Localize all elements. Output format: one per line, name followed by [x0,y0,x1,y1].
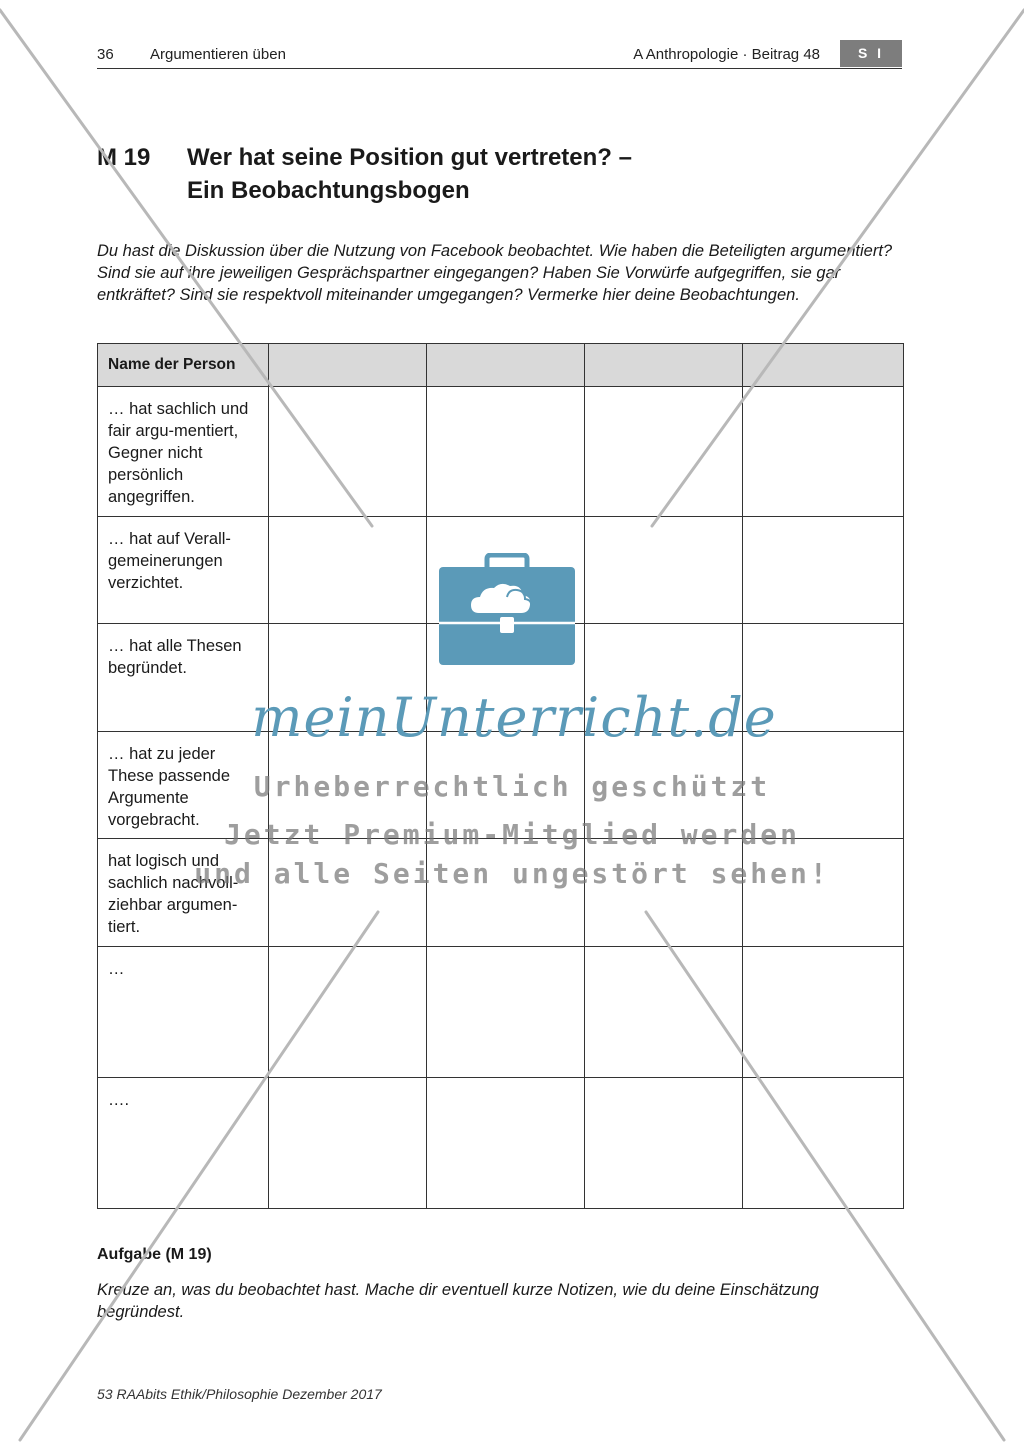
page-header [97,40,902,69]
watermark-copyright: Urheberrechtlich geschützt [253,770,771,803]
page-number: 36 [97,46,114,63]
criterion-cell: … hat alle Thesen begründet. [98,624,269,732]
criterion-cell: …. [98,1078,269,1209]
observation-cell[interactable] [269,387,427,517]
criterion-cell: … [98,947,269,1078]
observation-cell[interactable] [585,839,743,947]
observation-cell[interactable] [585,947,743,1078]
briefcase-icon [437,553,577,667]
name-header-cell: Name der Person [98,344,269,387]
criterion-cell: … hat auf Verall-gemeinerungen verzichtet. [98,517,269,624]
observation-cell[interactable] [585,387,743,517]
material-number: M 19 [97,144,151,171]
level-badge: S I [840,40,902,67]
task-title: Aufgabe (M 19) [97,1246,212,1263]
observation-cell[interactable] [585,1078,743,1209]
person-name-cell[interactable] [269,344,427,387]
table-header-row [98,344,904,387]
person-name-cell[interactable] [585,344,743,387]
title-line-1: Wer hat seine Position gut vertreten? – [187,144,632,171]
watermark-premium-2: und alle Seiten ungestört sehen! [194,857,830,890]
watermark-premium: Jetzt Premium-Mitglied werden [224,818,800,851]
table-row [98,947,904,1078]
intro-text: Du hast die Diskussion über die Nutzung von Facebook beobachtet. Wie haben die Beteiligten argumentiert? Sind sie auf ihre jeweiligen Gesprächspartner eingegangen? Haben Sie Vorwürfe aufgegriffen, sie gar entkräftet? Sind sie respektvoll miteinander umgegangen? Vermerke hier deine Beobachtungen. [97,242,893,304]
observation-cell[interactable] [269,1078,427,1209]
criterion-cell: … hat zu jeder These passende Argumente vorgebracht. [98,732,269,839]
page-footer: 53 RAAbits Ethik/Philosophie Dezember 2017 [97,1386,382,1402]
section-title: Argumentieren üben [150,46,286,63]
criterion-cell: … hat sachlich und fair argu-mentiert, Gegner nicht persönlich angegriffen. [98,387,269,517]
observation-cell[interactable] [269,517,427,624]
observation-cell[interactable] [269,839,427,947]
observation-cell[interactable] [427,387,585,517]
observation-cell[interactable] [269,947,427,1078]
task-text: Kreuze an, was du beobachtet hast. Mache dir eventuell kurze Notizen, wie du deine Einschätzung begründest. [97,1281,819,1321]
observation-cell[interactable] [427,839,585,947]
person-name-cell[interactable] [427,344,585,387]
observation-cell[interactable] [743,387,904,517]
observation-cell[interactable] [743,517,904,624]
table-row [98,387,904,517]
table-row [98,839,904,947]
title-line-2: Ein Beobachtungsbogen [187,177,470,204]
criterion-cell: hat logisch und sachlich nachvoll-ziehbar argumen-tiert. [98,839,269,947]
table-row [98,1078,904,1209]
watermark-brand: meinUnterricht.de [251,686,777,749]
observation-cell[interactable] [743,839,904,947]
observation-cell[interactable] [743,947,904,1078]
person-name-cell[interactable] [743,344,904,387]
chapter-label: A Anthropologie · Beitrag 48 [633,46,820,63]
observation-cell[interactable] [743,1078,904,1209]
observation-cell[interactable] [427,947,585,1078]
observation-cell[interactable] [427,1078,585,1209]
observation-cell[interactable] [585,517,743,624]
